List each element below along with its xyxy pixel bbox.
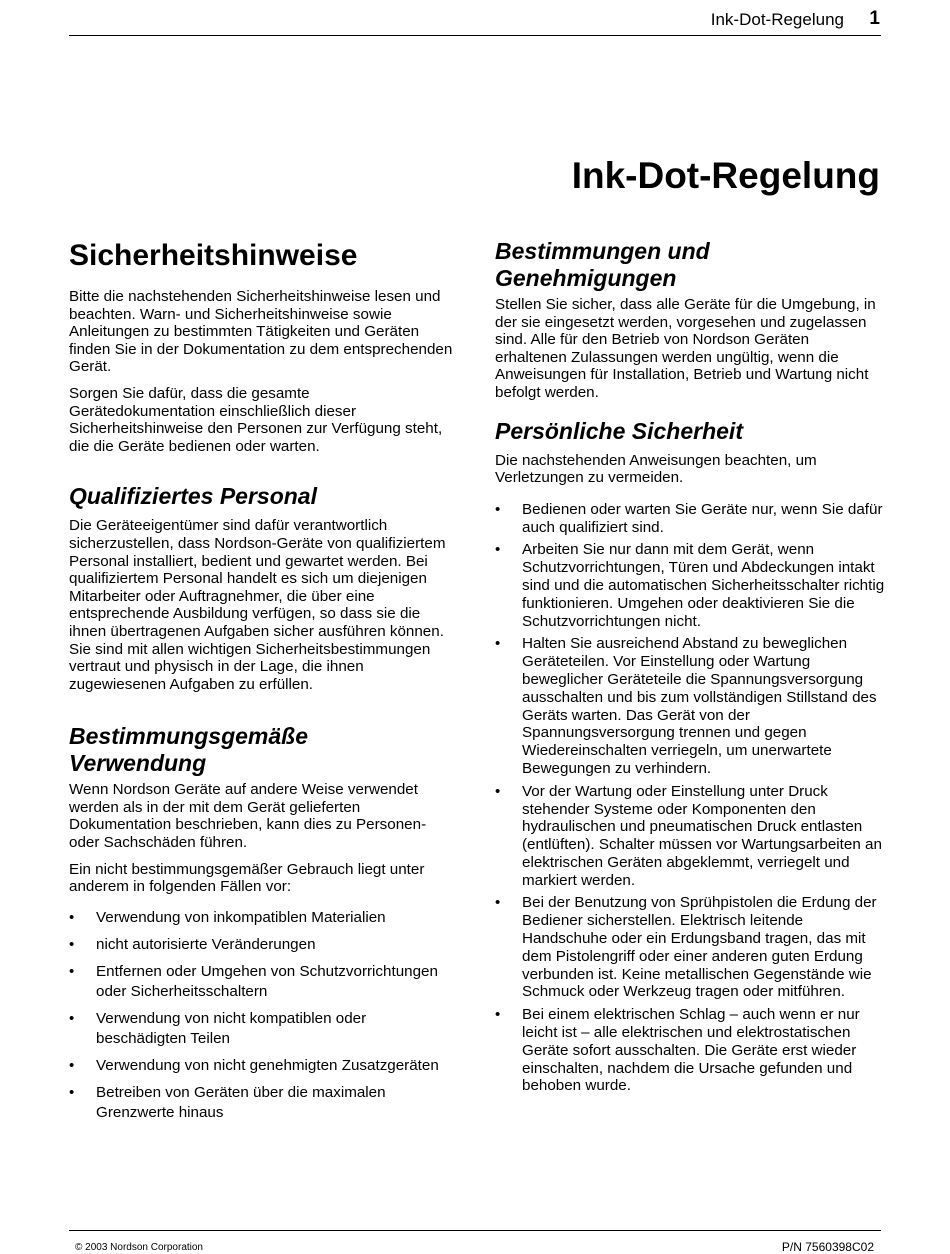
list-item-text: Verwendung von inkompatiblen Materialien [96, 908, 386, 926]
regulations-heading [495, 238, 885, 292]
personal-safety-list [495, 501, 885, 1096]
list-item [69, 962, 459, 1002]
intended-use-heading [69, 723, 459, 777]
list-item-text: Betreiben von Geräten über die maximalen Grenzwerte hinaus [96, 1083, 386, 1121]
list-item-text: Vor der Wartung oder Einstellung unter Druck stehender Systeme oder Komponenten den hydraulischen und pneumatischen Druck entlasten (entlüften). Schalter müssen vor Wartungsarbeiten an elektrischen Geräten abgeklemmt, verriegelt und markiert werden. [522, 782, 882, 889]
list-item-text: Verwendung von nicht genehmigten Zusatzgeräten [96, 1056, 439, 1074]
list-item-text: Bei der Benutzung von Sprühpistolen die Erdung der Bediener sicherstellen. Elektrisch leitende Handschuhe oder ein Erdungsband tragen, das mit dem Pistolengriff oder einer anderen guten Erdung verbunden ist. Keine metallischen Gegenstände wie Schmuck oder Werkzeug tragen oder mitführen. [522, 894, 877, 1001]
bullet-icon: • [69, 908, 75, 926]
right-column [495, 238, 885, 1100]
bullet-icon: • [69, 1056, 75, 1074]
footer-rule [69, 1230, 881, 1231]
list-item-text: Halten Sie ausreichend Abstand zu beweglichen Geräteteilen. Vor Einstellung oder Wartung beweglicher Geräteteile die Spannungsversorgung ausschalten und bis zum vollständigen Stillstand des Geräts warten. Das Gerät von der Spannungsversorgung trennen und gegen Wiedereinschalten verriegeln, um unerwartete Bewegungen zu verhindern. [522, 635, 877, 777]
header-rule [69, 35, 881, 36]
list-item [495, 1006, 885, 1095]
list-item [69, 908, 459, 928]
bullet-icon: • [69, 935, 75, 953]
qualified-personnel-heading: Qualifiziertes Personal [69, 483, 317, 510]
page-number: 1 [869, 8, 880, 29]
bullet-icon: • [495, 541, 501, 559]
list-item [69, 1056, 459, 1076]
bullet-icon: • [495, 635, 501, 653]
list-item [495, 541, 885, 630]
copyright: © 2003 Nordson Corporation [75, 1242, 203, 1253]
regulations-heading-line2: Genehmigungen [495, 265, 677, 291]
bullet-icon: • [495, 894, 501, 912]
intended-use-paragraph-2: Ein nicht bestimmungsgemäßer Gebrauch liegt unter anderem in folgenden Fällen vor: [69, 860, 425, 896]
bullet-icon: • [495, 782, 501, 800]
list-item [69, 1083, 459, 1123]
list-item [495, 501, 885, 537]
intended-use-paragraph-1: Wenn Nordson Geräte auf andere Weise verwendet werden als in der mit dem Gerät gelieferten Dokumentation beschrieben, kann dies zu Personen- oder Sachschäden führen. [69, 781, 427, 852]
list-item-text: Entfernen oder Umgehen von Schutzvorrichtungen oder Sicherheitsschaltern [96, 962, 438, 1000]
qualified-personnel-text: Die Geräteeigentümer sind dafür verantwortlich sicherzustellen, dass Nordson-Geräte von qualifiziertem Personal installiert, bedient und gewartet werden. Bei qualifiziertem Personal handelt es sich um diejenigen Mitarbeiter oder Auftragnehmer, die über eine entsprechende Ausbildung verfügen, so dass sie die ihnen übertragenen Aufgaben sicher ausführen können. Sie sind mit allen wichtigen Sicherheitsbestimmungen vertraut und physisch in der Lage, die ihnen zugewiesenen Aufgaben zu erfüllen. [69, 517, 446, 693]
personal-safety-heading: Persönliche Sicherheit [495, 417, 743, 444]
intro-paragraph-1: Bitte die nachstehenden Sicherheitshinweise lesen und beachten. Warn- und Sicherheitshinweise sowie Anleitungen zu bestimmten Tätigkeiten und Geräten finden Sie in der Dokumentation zu dem entsprechenden Gerät. [69, 288, 453, 376]
list-item-text: Arbeiten Sie nur dann mit dem Gerät, wenn Schutzvorrichtungen, Türen und Abdeckungen intakt sind und die automatischen Sicherheitsschalter richtig funktionieren. Umgehen oder deaktivieren Sie die Schutzvorrichtungen nicht. [522, 541, 885, 630]
list-item [495, 783, 885, 890]
list-item [69, 1009, 459, 1049]
bullet-icon: • [69, 962, 75, 980]
regulations-heading-line1: Bestimmungen und [495, 238, 710, 264]
running-header-title: Ink-Dot-Regelung [710, 10, 844, 29]
document-title: Ink-Dot-Regelung [571, 155, 880, 196]
intended-use-heading-line1: Bestimmungsgemäße [69, 723, 309, 750]
safety-heading: Sicherheitshinweise [69, 239, 358, 272]
intended-use-heading-line2: Verwendung [69, 750, 207, 777]
personal-safety-intro: Die nachstehenden Anweisungen beachten, um Verletzungen zu vermeiden. [495, 451, 817, 487]
bullet-icon: • [495, 500, 501, 518]
part-number: P/N 7560398C02 [781, 1240, 874, 1254]
list-item-text: Verwendung von nicht kompatiblen oder beschädigten Teilen [96, 1009, 367, 1047]
bullet-icon: • [69, 1009, 75, 1027]
left-column [69, 238, 459, 1130]
list-item [69, 935, 459, 955]
regulations-text: Stellen Sie sicher, dass alle Geräte für die Umgebung, in der sie eingesetzt werden, vorgesehen und zugelassen sind. Alle für den Betrieb von Nordson Geräten erhaltenen Zulassungen werden ungültig, wenn die Anweisungen für Installation, Betrieb und Wartung nicht befolgt werden. [495, 296, 876, 401]
list-item [495, 894, 885, 1001]
intro-paragraph-2: Sorgen Sie dafür, dass die gesamte Gerätedokumentation einschließlich dieser Sicherheitshinweise den Personen zur Verfügung steht, die die Geräte bedienen oder warten. [69, 384, 443, 455]
list-item-text: Bei einem elektrischen Schlag – auch wenn er nur leicht ist – alle elektrischen und elektrostatischen Geräte sofort ausschalten. Die Geräte erst wieder einschalten, nachdem die Ursache gefunden und behoben wurde. [522, 1006, 860, 1095]
list-item-text: Bedienen oder warten Sie Geräte nur, wenn Sie dafür auch qualifiziert sind. [522, 500, 883, 536]
bullet-icon: • [495, 1006, 501, 1024]
bullet-icon: • [69, 1083, 75, 1101]
list-item [495, 635, 885, 777]
list-item-text: nicht autorisierte Veränderungen [96, 935, 316, 953]
misuse-list [69, 908, 459, 1123]
